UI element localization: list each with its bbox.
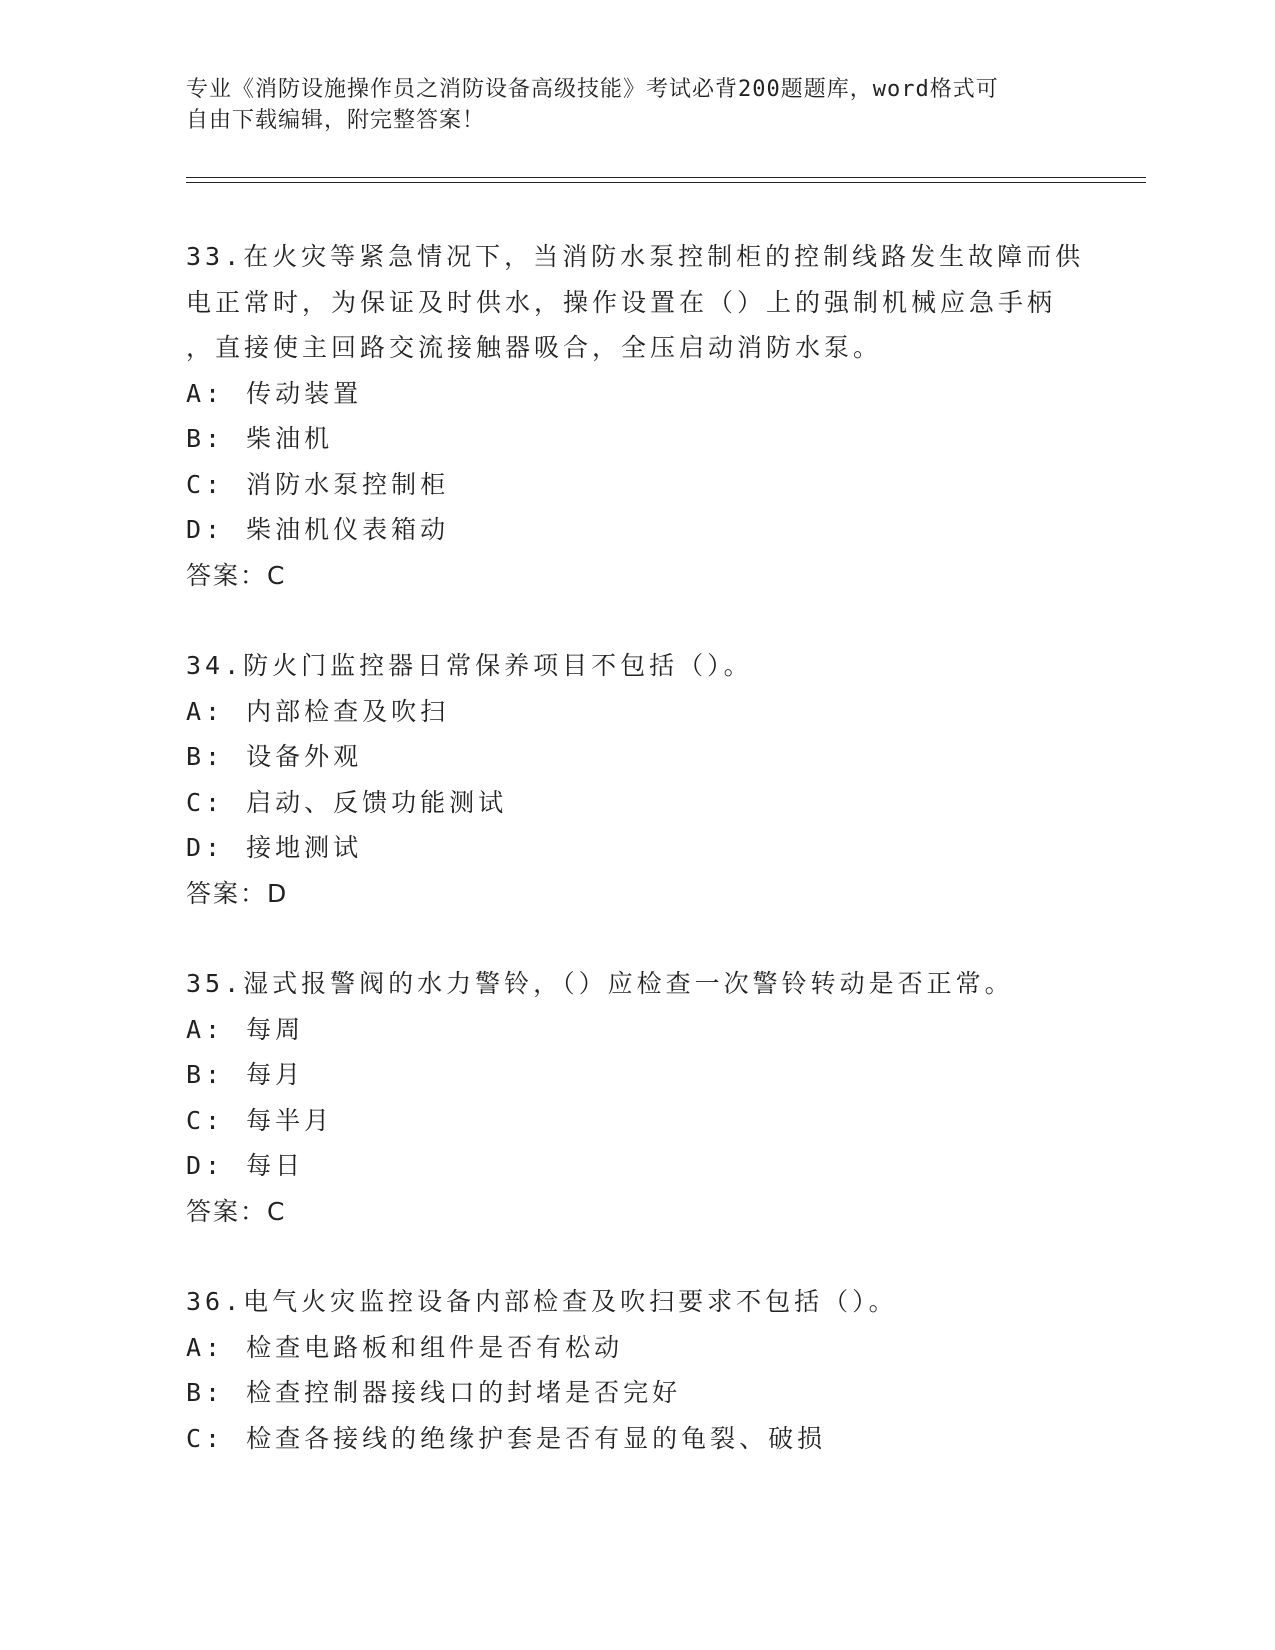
option-text: 消防水泵控制柜 (246, 469, 450, 499)
option-letter: C: (186, 787, 225, 817)
option-letter: C: (186, 1105, 225, 1135)
option-text: 每半月 (246, 1105, 334, 1135)
header-divider-top (186, 177, 1146, 178)
option-b (186, 734, 1086, 780)
option-text: 设备外观 (246, 742, 363, 771)
option-d (186, 825, 1086, 871)
document-header (186, 74, 1086, 136)
option-letter: D: (186, 833, 225, 862)
question-stem-line: 35.湿式报警阀的水力警铃，（）应检查一次警铃转动是否正常。 (186, 969, 1014, 998)
option-letter: B: (186, 1378, 225, 1407)
option-text: 检查各接线的绝缘护套是否有显的龟裂、破损 (246, 1423, 827, 1453)
option-d (186, 1143, 1086, 1189)
option-letter: A: (186, 1332, 225, 1362)
option-text: 检查控制器接线口的封堵是否完好 (246, 1378, 682, 1407)
question-35 (186, 961, 1086, 1234)
answer-label: 答案：C (186, 560, 287, 590)
option-letter: B: (186, 742, 225, 771)
answer-label: 答案：D (186, 878, 289, 908)
question-33 (186, 234, 1086, 598)
question-stem-line: 33.在火灾等紧急情况下，当消防水泵控制柜的控制线路发生故障而供 (186, 242, 1085, 271)
option-c (186, 462, 1086, 508)
option-text: 传动装置 (246, 378, 363, 408)
option-text: 柴油机 (246, 424, 334, 453)
answer-label: 答案：C (186, 1196, 287, 1226)
option-a (186, 689, 1086, 735)
option-c (186, 1416, 1086, 1462)
question-stem-line: 36.电气火灾监控设备内部检查及吹扫要求不包括（）。 (186, 1287, 898, 1316)
option-b (186, 1370, 1086, 1416)
option-c (186, 1098, 1086, 1144)
option-a (186, 371, 1086, 417)
option-letter: A: (186, 696, 225, 726)
option-d (186, 507, 1086, 553)
header-line-2: 自由下载编辑，附完整答案！ (186, 108, 486, 133)
header-line-1: 专业《消防设施操作员之消防设备高级技能》考试必背200题题库，word格式可 (186, 77, 999, 102)
option-c (186, 780, 1086, 826)
option-b (186, 1052, 1086, 1098)
option-text: 每日 (246, 1151, 305, 1180)
option-a (186, 1007, 1086, 1053)
option-text: 每月 (246, 1060, 305, 1089)
header-divider-bottom (186, 182, 1146, 183)
option-letter: A: (186, 378, 225, 408)
question-stem-line: ，直接使主回路交流接触器吸合，全压启动消防水泵。 (186, 333, 883, 362)
option-text: 内部检查及吹扫 (246, 696, 450, 726)
option-text: 检查电路板和组件是否有松动 (246, 1332, 624, 1362)
option-letter: D: (186, 1151, 225, 1180)
option-a (186, 1325, 1086, 1371)
option-text: 每周 (246, 1014, 305, 1044)
option-letter: D: (186, 515, 225, 544)
question-stem-line: 电正常时，为保证及时供水，操作设置在（）上的强制机械应急手柄 (186, 287, 1057, 317)
option-letter: C: (186, 1423, 225, 1453)
option-letter: B: (186, 1060, 225, 1089)
option-letter: B: (186, 424, 225, 453)
question-list (186, 234, 1086, 1506)
option-text: 柴油机仪表箱动 (246, 515, 450, 544)
option-b (186, 416, 1086, 462)
option-text: 启动、反馈功能测试 (246, 787, 508, 817)
question-36 (186, 1279, 1086, 1461)
option-letter: C: (186, 469, 225, 499)
option-text: 接地测试 (246, 833, 363, 862)
option-letter: A: (186, 1014, 225, 1044)
question-stem-line: 34.防火门监控器日常保养项目不包括（）。 (186, 651, 753, 680)
question-34 (186, 643, 1086, 916)
